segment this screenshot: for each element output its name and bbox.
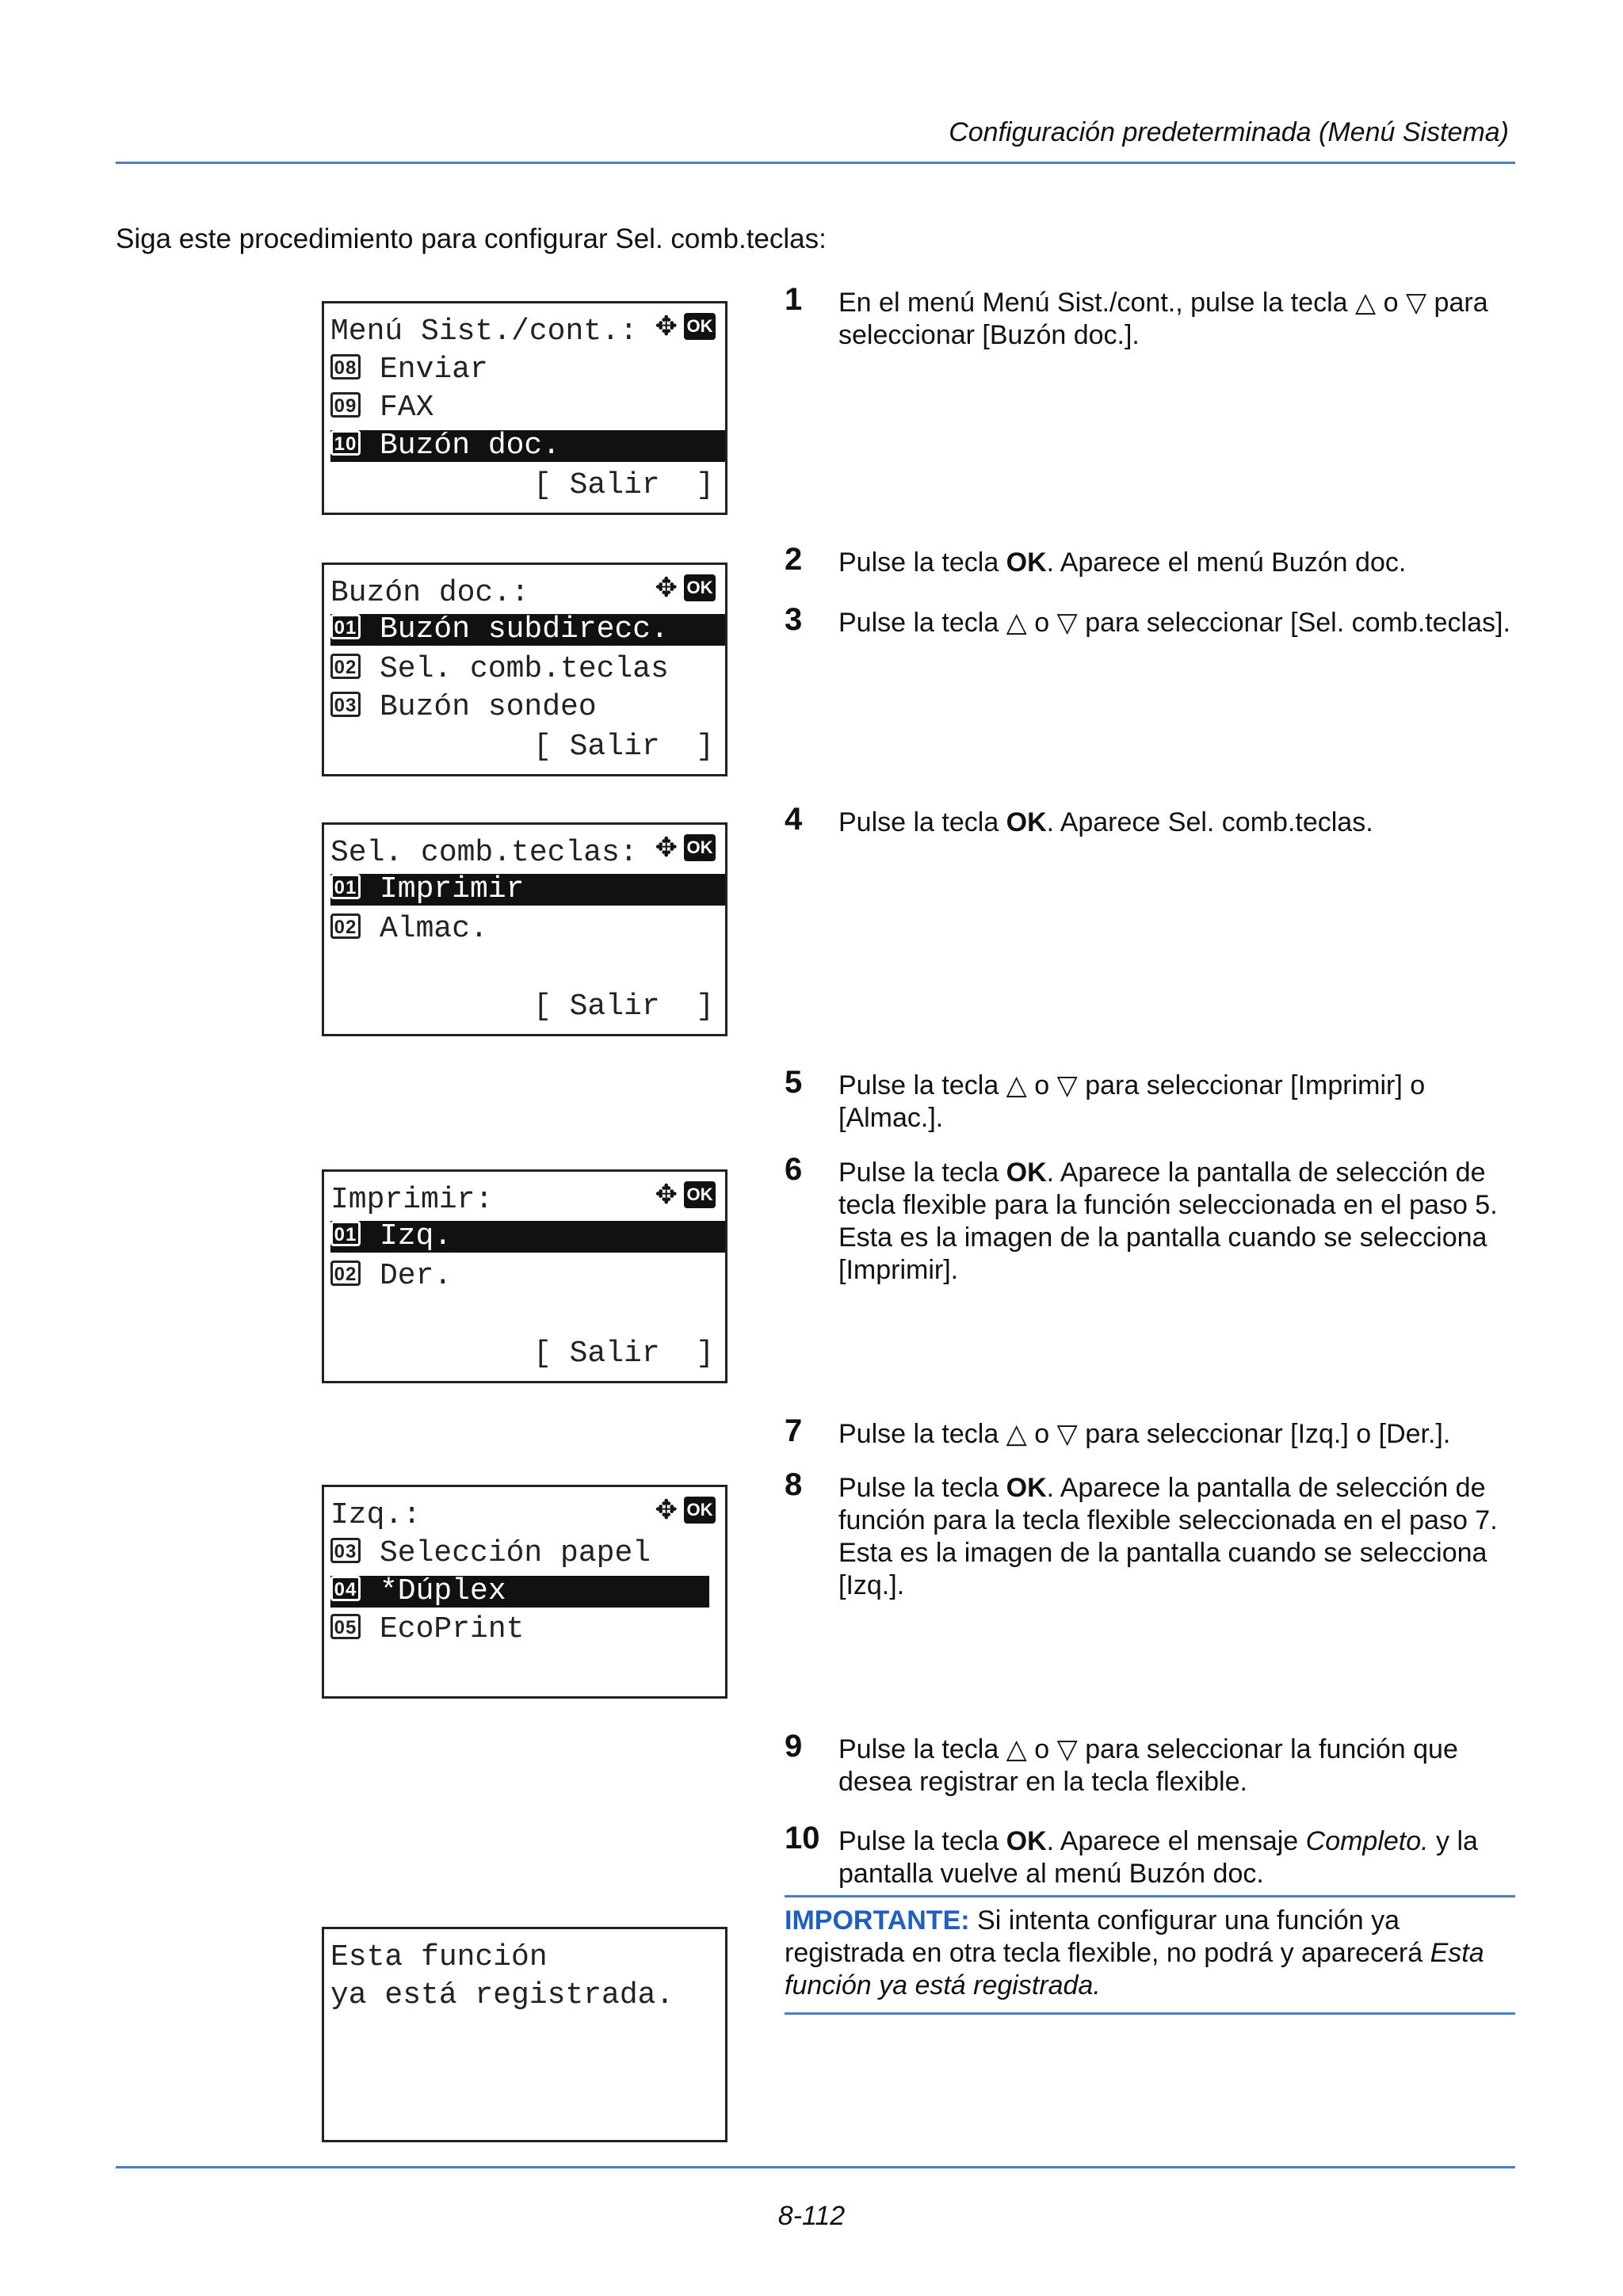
menu-row [330,913,725,945]
step-number: 7 [785,1413,803,1448]
step-5 [785,1065,1522,1135]
lcd-panel-mensaje [322,1927,727,2142]
ok-key-icon: OK [684,1497,716,1524]
step-text-run: Pulse la tecla [838,807,1006,837]
key-name: OK [1006,807,1047,837]
panel-nav [655,573,716,603]
row-label: Buzón doc. [380,429,561,463]
menu-row [330,1614,725,1646]
step-text-run: . Aparece el mensaje [1046,1826,1306,1856]
menu-row [330,392,725,424]
row-label: Izq. [380,1219,453,1253]
menu-row-selected [330,430,725,462]
step-text-run: Pulse la tecla [838,1826,1006,1856]
page-header-title: Configuración predeterminada (Menú Sistema) [949,117,1509,147]
row-label: Sel. comb.teclas [380,652,669,686]
step-number: 2 [785,542,803,577]
row-number-badge: 03 [330,1538,361,1563]
panel-exit-softkey: [ Salir ] [533,468,715,502]
step-text-run: Pulse la tecla △ o ▽ para seleccionar la función que desea registrar en la tecla flexible. [838,1734,1458,1797]
step-7 [785,1413,1522,1451]
panel-title: Izq.: [330,1498,422,1532]
menu-row [330,654,725,685]
step-text [838,607,1522,639]
intro-text: Siga este procedimiento para configurar Sel. comb.teclas: [116,223,827,254]
step-number: 4 [785,802,803,837]
step-number: 1 [785,282,803,317]
menu-row [330,1261,725,1292]
row-number-badge: 02 [330,913,361,939]
panel-exit-softkey: [ Salir ] [533,990,715,1024]
step-8 [785,1467,1522,1602]
ok-key-icon: OK [684,313,716,340]
row-number-badge: 09 [330,392,361,418]
panel-exit-softkey: [ Salir ] [533,730,715,764]
row-label: Buzón sondeo [380,690,597,724]
panel-nav [655,1180,716,1210]
footer-rule [116,2166,1515,2168]
step-2 [785,542,1522,579]
menu-row [330,692,725,723]
row-number-badge: 02 [330,654,361,679]
step-text-run: . Aparece el menú Buzón doc. [1046,547,1407,578]
step-3 [785,602,1522,639]
menu-row [330,354,725,386]
step-text [838,1418,1522,1451]
row-label: FAX [380,391,434,425]
panel-title: Imprimir: [330,1183,494,1217]
step-number: 9 [785,1729,803,1764]
step-6 [785,1152,1522,1287]
lcd-panel-izq [322,1485,727,1699]
lcd-panel-sel-comb-teclas [322,822,727,1036]
four-way-arrow-icon: ✥ [655,1179,678,1211]
step-9 [785,1729,1522,1798]
step-4 [785,802,1522,839]
row-label: Enviar [380,353,488,387]
panel-nav [655,833,716,863]
row-number-badge: 05 [330,1614,361,1639]
page-number: 8-112 [777,2201,846,2231]
step-text-run: Pulse la tecla △ o ▽ para seleccionar [Sel. comb.teclas]. [838,608,1510,638]
step-text [838,807,1522,839]
row-number-badge: 01 [330,874,361,899]
step-text-run: Pulse la tecla [838,547,1006,578]
step-number: 3 [785,602,803,637]
four-way-arrow-icon: ✥ [655,572,678,604]
step-1 [785,282,1522,352]
step-number: 8 [785,1467,803,1502]
panel-message-line: ya está registrada. [330,1978,674,2012]
panel-nav [655,311,716,341]
message-name: Completo. [1305,1826,1429,1856]
row-number-badge: 08 [330,354,361,379]
important-label: IMPORTANTE: [785,1905,970,1936]
key-name: OK [1006,1473,1047,1503]
important-note [785,1905,1515,2002]
menu-row-selected [330,1221,725,1253]
lcd-panel-imprimir [322,1169,727,1383]
menu-row [330,1538,725,1569]
key-name: OK [1006,1826,1047,1856]
lcd-panel-buzon-doc [322,563,727,776]
step-text [838,1472,1522,1602]
row-label: Der. [380,1259,453,1293]
four-way-arrow-icon: ✥ [655,832,678,864]
step-text [838,1070,1522,1135]
row-label: EcoPrint [380,1612,525,1646]
menu-row-selected [330,614,725,646]
step-text-run: Pulse la tecla [838,1158,1006,1188]
row-label: Selección papel [380,1536,651,1570]
step-10 [785,1821,1522,1890]
step-text-run: Pulse la tecla [838,1473,1006,1503]
row-number-badge: 01 [330,614,361,639]
panel-exit-softkey: [ Salir ] [533,1337,715,1371]
step-number: 10 [785,1821,820,1855]
ok-key-icon: OK [684,834,716,861]
header-rule [116,162,1515,164]
step-text [838,1733,1522,1798]
panel-nav [655,1495,716,1525]
four-way-arrow-icon: ✥ [655,311,678,342]
step-number: 5 [785,1065,803,1100]
key-name: OK [1006,1158,1047,1188]
row-label: Imprimir [380,872,525,906]
step-text-run: y la pantalla vuelve al menú Buzón doc. [838,1826,1478,1889]
step-text-run: . Aparece Sel. comb.teclas. [1046,807,1373,837]
step-text [838,287,1522,352]
important-text: Si intenta configurar una función ya registrada en otra tecla flexible, no podrá y aparecerá [785,1905,1430,1968]
row-number-badge: 10 [330,430,361,456]
row-label: *Dúplex [380,1574,506,1608]
ok-key-icon: OK [684,1181,716,1208]
ok-key-icon: OK [684,574,716,601]
panel-title: Menú Sist./cont.: [330,315,638,349]
row-label: Almac. [380,912,488,946]
step-text-run: . Aparece la pantalla de selección de tecla flexible para la función seleccionada en el paso 5. Esta es la imagen de la pantalla cuando se selecciona [Imprimir]. [838,1158,1498,1285]
important-rule-top [785,1895,1515,1897]
menu-row-selected [330,1576,709,1608]
four-way-arrow-icon: ✥ [655,1494,678,1526]
key-name: OK [1006,547,1047,578]
menu-row-selected [330,874,725,906]
step-text-run: . Aparece la pantalla de selección de función para la tecla flexible seleccionada en el paso 7. Esta es la imagen de la pantalla cuando se selecciona [Izq.]. [838,1473,1498,1600]
important-message: Esta función ya está registrada. [785,1938,1484,2000]
row-label: Buzón subdirecc. [380,612,669,646]
step-text [838,1825,1522,1890]
step-text [838,547,1522,579]
lcd-panel-menu-sistema [322,301,727,515]
row-number-badge: 01 [330,1221,361,1246]
panel-title: Buzón doc.: [330,576,529,610]
important-rule-bottom [785,2012,1515,2015]
step-text-run: Pulse la tecla △ o ▽ para seleccionar [Izq.] o [Der.]. [838,1419,1451,1449]
step-text-run: En el menú Menú Sist./cont., pulse la tecla △ o ▽ para seleccionar [Buzón doc.]. [838,288,1488,350]
step-number: 6 [785,1152,803,1187]
row-number-badge: 02 [330,1261,361,1286]
panel-message-line: Esta función [330,1940,548,1974]
panel-title: Sel. comb.teclas: [330,836,638,870]
step-text-run: Pulse la tecla △ o ▽ para seleccionar [Imprimir] o [Almac.]. [838,1070,1426,1133]
row-number-badge: 04 [330,1576,361,1601]
step-text [838,1157,1522,1287]
row-number-badge: 03 [330,692,361,717]
